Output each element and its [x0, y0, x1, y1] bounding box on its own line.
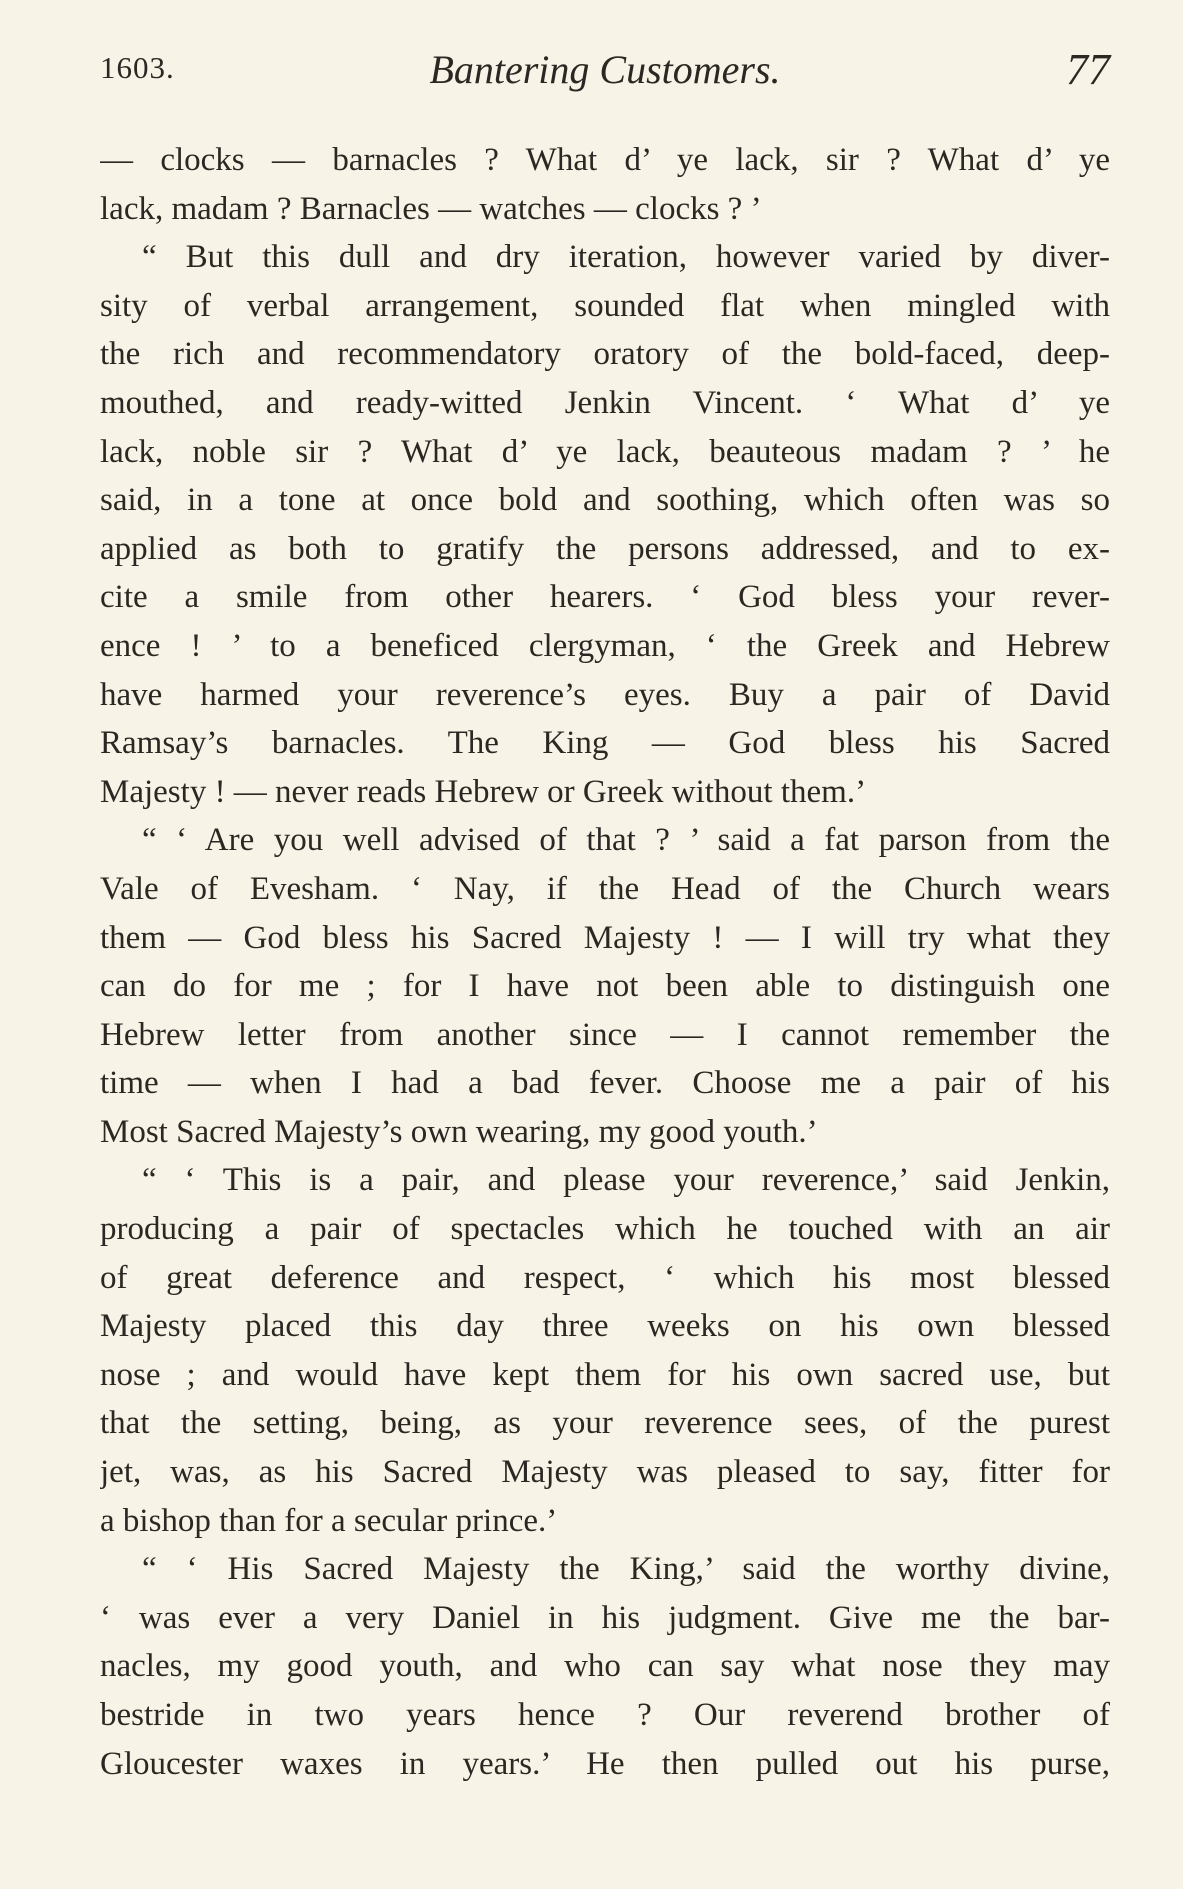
text-line: time — when I had a bad fever. Choose me a pair of his — [100, 1065, 1110, 1102]
text-line: ence ! ’ to a beneficed clergyman, ‘ the Greek and Hebrew — [100, 627, 1110, 664]
body-text — [100, 136, 1110, 1788]
text-line: Most Sacred Majesty’s own wearing, my good youth.’ — [100, 1113, 818, 1150]
text-line: have harmed your reverence’s eyes. Buy a pair of David — [100, 676, 1110, 713]
header-title: Bantering Customers. — [429, 47, 781, 92]
text-line: Vale of Evesham. ‘ Nay, if the Head of the Church wears — [100, 870, 1110, 907]
text-line: “ ‘ This is a pair, and please your reverence,’ said Jenkin, — [142, 1162, 1110, 1199]
text-line: mouthed, and ready-witted Jenkin Vincent. ‘ What d’ ye — [100, 384, 1110, 421]
text-line: Majesty ! — never reads Hebrew or Greek without them.’ — [100, 773, 867, 810]
text-line: Ramsay’s barnacles. The King — God bless his Sacred — [100, 725, 1110, 762]
text-line: “ But this dull and dry iteration, however varied by diver- — [142, 239, 1110, 276]
text-line: — clocks — barnacles ? What d’ ye lack, sir ? What d’ ye — [100, 142, 1110, 178]
text-line: lack, madam ? Barnacles — watches — clocks ? ’ — [100, 190, 762, 227]
text-line: “ ‘ His Sacred Majesty the King,’ said the worthy divine, — [142, 1551, 1110, 1588]
text-line: “ ‘ Are you well advised of that ? ’ said a fat parson from the — [142, 822, 1110, 859]
text-line: them — God bless his Sacred Majesty ! — I will try what they — [100, 919, 1110, 956]
text-line: sity of verbal arrangement, sounded flat when mingled with — [100, 287, 1110, 324]
running-header — [100, 42, 1110, 102]
text-line: a bishop than for a secular prince.’ — [100, 1502, 558, 1539]
text-line: the rich and recommendatory oratory of the bold-faced, deep- — [100, 336, 1110, 373]
text-line: applied as both to gratify the persons addressed, and to ex- — [100, 530, 1110, 567]
text-line: Majesty placed this day three weeks on his own blessed — [100, 1308, 1110, 1345]
text-line: nacles, my good youth, and who can say what nose they may — [100, 1648, 1110, 1685]
text-line: Hebrew letter from another since — I cannot remember the — [100, 1016, 1110, 1053]
text-line: can do for me ; for I have not been able to distinguish one — [100, 968, 1110, 1005]
text-line: that the setting, being, as your reverence sees, of the purest — [100, 1405, 1110, 1442]
text-line: jet, was, as his Sacred Majesty was pleased to say, fitter for — [100, 1454, 1110, 1491]
text-line: said, in a tone at once bold and soothing, which often was so — [100, 482, 1110, 519]
text-line: ‘ was ever a very Daniel in his judgment. Give me the bar- — [100, 1599, 1110, 1636]
text-line: Gloucester waxes in years.’ He then pulled out his purse, — [100, 1745, 1110, 1782]
text-line: bestride in two years hence ? Our reverend brother of — [100, 1697, 1110, 1733]
page-number: 77 — [1066, 45, 1110, 94]
text-line: of great deference and respect, ‘ which his most blessed — [100, 1259, 1110, 1296]
text-line: cite a smile from other hearers. ‘ God bless your rever- — [100, 579, 1110, 616]
text-line: lack, noble sir ? What d’ ye lack, beauteous madam ? ’ he — [100, 433, 1110, 470]
text-line: nose ; and would have kept them for his own sacred use, but — [100, 1356, 1110, 1393]
text-line: producing a pair of spectacles which he touched with an air — [100, 1211, 1110, 1248]
header-year: 1603. — [100, 50, 175, 85]
